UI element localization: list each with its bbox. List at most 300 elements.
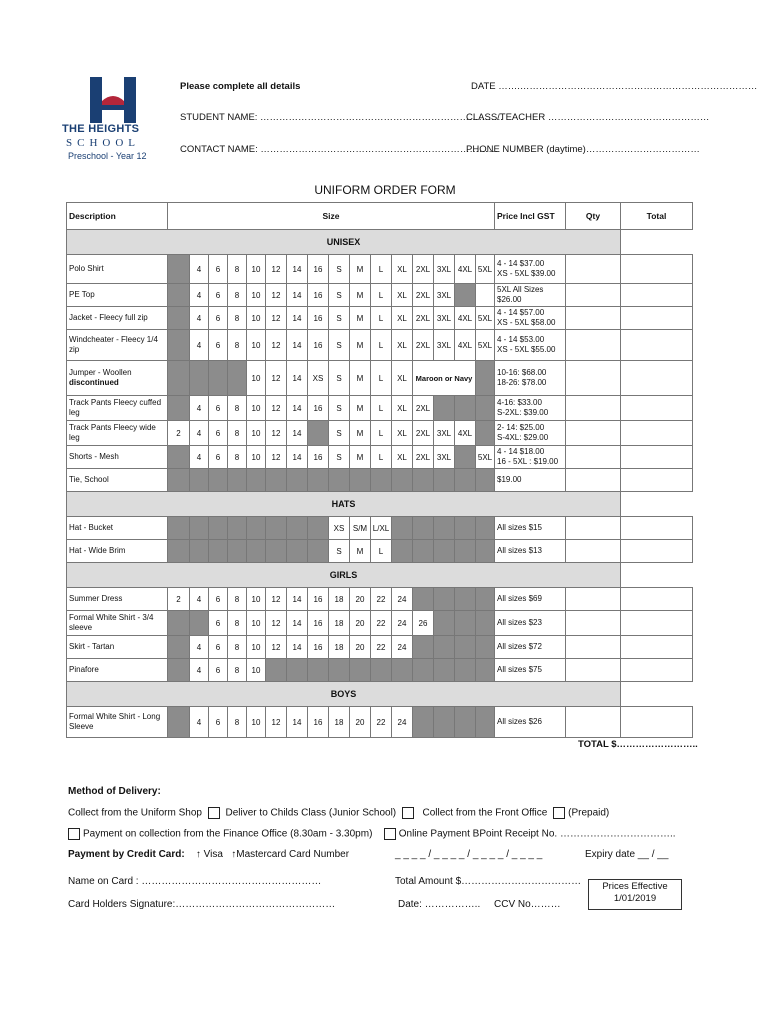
size-cell[interactable] (247, 707, 266, 738)
item-description-text: Jacket - Fleecy full zip (69, 313, 148, 322)
size-cell[interactable] (329, 588, 350, 611)
size-cell[interactable] (371, 284, 392, 307)
size-label: 6 (215, 618, 221, 628)
size-cell[interactable] (287, 255, 308, 284)
size-cell[interactable] (266, 446, 287, 469)
size-label: 6 (215, 717, 221, 727)
size-label: S (336, 313, 342, 323)
size-cell[interactable] (413, 307, 434, 330)
item-description (67, 540, 168, 563)
signature-field[interactable]: Card Holders Signature:………………………………………… (68, 899, 336, 910)
size-cell[interactable] (413, 396, 434, 421)
size-cell[interactable] (476, 255, 495, 284)
size-label: 12 (271, 340, 281, 350)
size-cell-unavailable (266, 659, 287, 682)
size-cell-unavailable (413, 517, 434, 540)
size-cell[interactable] (476, 307, 495, 330)
size-label: 24 (397, 618, 407, 628)
size-label: 26 (418, 618, 428, 628)
qty-cell[interactable] (566, 611, 621, 636)
size-cell[interactable] (266, 396, 287, 421)
size-cell[interactable] (371, 446, 392, 469)
size-cell[interactable] (329, 707, 350, 738)
size-cell[interactable] (228, 330, 247, 361)
size-cell[interactable] (228, 636, 247, 659)
size-cell-unavailable (168, 255, 190, 284)
size-cell[interactable] (413, 330, 434, 361)
size-label: 20 (355, 642, 365, 652)
size-cell[interactable] (392, 396, 413, 421)
size-cell-unavailable (476, 361, 495, 396)
size-cell[interactable] (190, 330, 209, 361)
size-cell-unavailable (455, 611, 476, 636)
item-description-text: Tie, School (69, 475, 109, 484)
size-cell[interactable] (350, 588, 371, 611)
size-cell[interactable] (434, 284, 455, 307)
size-label: S (336, 403, 342, 413)
size-cell[interactable] (329, 540, 350, 563)
size-label: 18 (334, 642, 344, 652)
size-label: 2XL (415, 290, 431, 300)
total-cell[interactable] (621, 588, 693, 611)
size-cell[interactable] (308, 361, 329, 396)
contact-name-field[interactable]: CONTACT NAME: ………………………………………………………………… (180, 144, 498, 155)
size-cell[interactable] (308, 396, 329, 421)
size-cell[interactable] (190, 421, 209, 446)
qty-cell[interactable] (566, 307, 621, 330)
size-cell[interactable] (308, 611, 329, 636)
size-cell[interactable] (266, 421, 287, 446)
ccv-field[interactable]: CCV No……… (494, 899, 561, 910)
size-cell[interactable] (287, 707, 308, 738)
total-cell[interactable] (621, 707, 693, 738)
size-cell[interactable] (392, 255, 413, 284)
size-cell[interactable] (308, 255, 329, 284)
size-cell[interactable] (455, 255, 476, 284)
size-label: XL (397, 264, 407, 274)
size-cell[interactable] (209, 284, 228, 307)
size-cell[interactable] (247, 588, 266, 611)
size-cell[interactable] (287, 588, 308, 611)
total-cell[interactable] (621, 469, 693, 492)
size-cell[interactable] (371, 361, 392, 396)
size-cell[interactable] (247, 611, 266, 636)
section-row-unisex (67, 230, 693, 255)
item-description (67, 255, 168, 284)
finance-office-checkbox[interactable] (68, 828, 80, 840)
size-cell[interactable] (392, 307, 413, 330)
size-cell[interactable] (350, 396, 371, 421)
total-cell[interactable] (621, 396, 693, 421)
size-cell[interactable] (209, 588, 228, 611)
size-cell[interactable] (371, 307, 392, 330)
item-price (495, 469, 566, 492)
qty-cell[interactable] (566, 421, 621, 446)
mastercard-option[interactable]: ↑Mastercard (231, 849, 287, 860)
size-cell[interactable] (392, 284, 413, 307)
visa-option[interactable]: ↑ Visa (195, 849, 223, 860)
item-description-text: Summer Dress (69, 594, 123, 603)
item-description-text: Formal White Shirt - Long Sleeve (69, 712, 161, 731)
size-cell[interactable] (413, 446, 434, 469)
total-cell[interactable] (621, 659, 693, 682)
expiry-date-field[interactable]: Expiry date __ / __ (585, 849, 669, 860)
size-cell-unavailable (190, 517, 209, 540)
size-label: 14 (292, 717, 302, 727)
size-cell[interactable] (413, 421, 434, 446)
size-label: 10 (251, 290, 261, 300)
size-cell[interactable] (329, 611, 350, 636)
prices-effective-date: 1/01/2019 (613, 893, 657, 904)
size-cell-unavailable (392, 517, 413, 540)
size-label: 2XL (415, 340, 431, 350)
size-cell[interactable] (266, 588, 287, 611)
size-cell-unavailable (287, 659, 308, 682)
student-name-field[interactable]: STUDENT NAME: ………………………………………………………………….. (180, 112, 503, 123)
total-field[interactable]: TOTAL $…………………….. (578, 739, 698, 750)
size-cell[interactable] (329, 330, 350, 361)
size-cell[interactable] (209, 636, 228, 659)
size-cell[interactable] (455, 330, 476, 361)
size-cell[interactable] (392, 636, 413, 659)
size-cell[interactable] (392, 588, 413, 611)
size-cell[interactable] (329, 517, 350, 540)
size-cell[interactable] (266, 307, 287, 330)
size-label: 6 (215, 665, 221, 675)
total-cell[interactable] (621, 611, 693, 636)
size-cell[interactable] (371, 611, 392, 636)
size-label: L (378, 373, 384, 383)
qty-cell[interactable] (566, 446, 621, 469)
qty-cell[interactable] (566, 659, 621, 682)
size-label: 8 (234, 594, 240, 604)
size-label: M (356, 373, 364, 383)
delivery-heading: Method of Delivery: (68, 786, 161, 797)
size-label: 22 (376, 618, 386, 628)
size-cell[interactable] (228, 707, 247, 738)
size-cell[interactable] (350, 517, 371, 540)
size-cell[interactable] (190, 284, 209, 307)
size-label: 4 (196, 313, 202, 323)
total-cell[interactable] (621, 284, 693, 307)
size-label: 6 (215, 340, 221, 350)
size-cell[interactable] (308, 446, 329, 469)
size-label: 16 (313, 618, 323, 628)
item-price (495, 396, 566, 421)
size-cell[interactable] (190, 659, 209, 682)
size-label: 8 (234, 428, 240, 438)
size-cell[interactable] (308, 707, 329, 738)
size-cell[interactable] (168, 421, 190, 446)
size-cell[interactable] (434, 255, 455, 284)
size-cell[interactable] (392, 611, 413, 636)
size-label: 20 (355, 594, 365, 604)
size-cell[interactable] (308, 284, 329, 307)
size-cell[interactable] (266, 707, 287, 738)
size-cell-unavailable (476, 396, 495, 421)
size-cell[interactable] (228, 255, 247, 284)
size-label: 12 (271, 717, 281, 727)
size-cell[interactable] (350, 284, 371, 307)
col-header-description (67, 203, 168, 230)
size-cell[interactable] (247, 446, 266, 469)
size-cell[interactable] (350, 361, 371, 396)
size-cell[interactable] (350, 446, 371, 469)
qty-cell[interactable] (566, 588, 621, 611)
qty-cell[interactable] (566, 396, 621, 421)
size-cell[interactable] (434, 446, 455, 469)
size-cell[interactable] (392, 330, 413, 361)
size-cell[interactable] (329, 446, 350, 469)
size-label: 12 (271, 290, 281, 300)
credit-card-label: Payment by Credit Card: (68, 849, 185, 860)
size-cell[interactable] (190, 446, 209, 469)
qty-cell[interactable] (566, 636, 621, 659)
total-cell[interactable] (621, 307, 693, 330)
size-cell-unavailable (434, 707, 455, 738)
size-cell-unavailable (434, 469, 455, 492)
size-cell[interactable] (209, 396, 228, 421)
size-cell[interactable] (308, 636, 329, 659)
size-cell[interactable] (209, 659, 228, 682)
size-cell[interactable] (209, 307, 228, 330)
size-cell[interactable] (228, 659, 247, 682)
size-cell[interactable] (287, 421, 308, 446)
size-cell[interactable] (190, 307, 209, 330)
size-cell-unavailable (434, 517, 455, 540)
item-description (67, 330, 168, 361)
size-cell[interactable] (329, 255, 350, 284)
item-price (495, 307, 566, 330)
size-cell[interactable] (228, 446, 247, 469)
size-cell[interactable] (329, 284, 350, 307)
logo-line-3: Preschool - Year 12 (68, 151, 147, 161)
item-description (67, 707, 168, 738)
qty-cell[interactable] (566, 540, 621, 563)
size-cell[interactable] (434, 307, 455, 330)
size-cell[interactable] (190, 707, 209, 738)
size-cell[interactable] (228, 588, 247, 611)
size-cell[interactable] (247, 330, 266, 361)
size-cell[interactable] (308, 330, 329, 361)
total-cell[interactable] (621, 446, 693, 469)
size-cell[interactable] (329, 421, 350, 446)
size-cell[interactable] (287, 307, 308, 330)
date-field[interactable]: DATE …….………………………………………………………………… (471, 81, 758, 92)
size-label: S (336, 452, 342, 462)
size-cell[interactable] (350, 636, 371, 659)
size-cell[interactable] (434, 330, 455, 361)
size-label: 16 (313, 717, 323, 727)
size-cell[interactable] (287, 361, 308, 396)
size-cell-unavailable (455, 396, 476, 421)
size-cell[interactable] (247, 659, 266, 682)
size-cell[interactable] (287, 396, 308, 421)
qty-cell[interactable] (566, 517, 621, 540)
size-cell[interactable] (228, 421, 247, 446)
size-cell[interactable] (350, 707, 371, 738)
size-cell[interactable] (190, 636, 209, 659)
size-cell[interactable] (209, 330, 228, 361)
size-cell[interactable] (209, 446, 228, 469)
phone-number-field[interactable]: PHONE NUMBER (daytime)……………………………… (466, 144, 700, 155)
size-cell[interactable] (228, 396, 247, 421)
size-cell-unavailable (168, 446, 190, 469)
size-cell[interactable] (413, 255, 434, 284)
deliver-class-checkbox[interactable] (402, 807, 414, 819)
size-cell[interactable] (371, 255, 392, 284)
collect-front-checkbox[interactable] (553, 807, 565, 819)
size-cell-unavailable (476, 421, 495, 446)
size-cell[interactable] (329, 361, 350, 396)
size-cell[interactable] (266, 361, 287, 396)
size-cell-unavailable (308, 421, 329, 446)
qty-cell[interactable] (566, 469, 621, 492)
total-cell[interactable] (621, 330, 693, 361)
item-description-text: Hat - Bucket (69, 523, 114, 532)
size-cell-unavailable (455, 707, 476, 738)
item-price (495, 330, 566, 361)
size-label: XL (397, 428, 407, 438)
size-cell[interactable] (287, 636, 308, 659)
size-cell[interactable] (371, 707, 392, 738)
size-label: 12 (271, 313, 281, 323)
size-cell[interactable] (455, 421, 476, 446)
size-label: 4 (196, 642, 202, 652)
size-cell[interactable] (434, 421, 455, 446)
size-cell[interactable] (190, 396, 209, 421)
size-cell-unavailable (476, 469, 495, 492)
size-cell[interactable] (371, 588, 392, 611)
total-cell[interactable] (621, 517, 693, 540)
size-cell[interactable] (392, 707, 413, 738)
size-cell[interactable] (371, 517, 392, 540)
size-cell[interactable] (329, 636, 350, 659)
size-cell-unavailable (476, 588, 495, 611)
qty-cell[interactable] (566, 361, 621, 396)
item-description-text: Track Pants Fleecy wide leg (69, 423, 156, 442)
size-cell[interactable] (350, 330, 371, 361)
size-cell[interactable] (190, 588, 209, 611)
size-cell[interactable] (228, 307, 247, 330)
size-cell[interactable] (371, 636, 392, 659)
size-cell[interactable] (308, 307, 329, 330)
size-cell[interactable] (209, 611, 228, 636)
size-cell[interactable] (350, 421, 371, 446)
online-payment-checkbox[interactable] (384, 828, 396, 840)
size-label: 6 (215, 313, 221, 323)
size-cell[interactable] (266, 284, 287, 307)
size-cell[interactable] (209, 421, 228, 446)
size-label: 6 (215, 452, 221, 462)
size-cell[interactable] (287, 330, 308, 361)
size-cell[interactable] (329, 307, 350, 330)
size-cell[interactable] (287, 284, 308, 307)
total-cell[interactable] (621, 421, 693, 446)
size-cell[interactable] (228, 284, 247, 307)
size-cell-unavailable (308, 659, 329, 682)
total-amount-field[interactable]: Total Amount $……………………………… (395, 876, 582, 887)
size-cell[interactable] (247, 421, 266, 446)
total-cell[interactable] (621, 361, 693, 396)
size-cell[interactable] (247, 307, 266, 330)
size-cell[interactable] (392, 421, 413, 446)
size-cell[interactable] (247, 284, 266, 307)
size-cell[interactable] (228, 611, 247, 636)
item-description-text: Skirt - Tartan (69, 642, 115, 651)
item-row-skirt (67, 636, 693, 659)
size-cell[interactable] (371, 330, 392, 361)
size-cell[interactable] (247, 361, 266, 396)
class-teacher-field[interactable]: CLASS/TEACHER …………………………………………… (466, 112, 710, 123)
collect-shop-checkbox[interactable] (208, 807, 220, 819)
item-price (495, 588, 566, 611)
size-cell[interactable] (350, 307, 371, 330)
size-label: 14 (292, 403, 302, 413)
size-label: XL (397, 290, 407, 300)
size-cell[interactable] (476, 330, 495, 361)
size-label: 14 (292, 642, 302, 652)
size-cell[interactable] (266, 330, 287, 361)
size-cell[interactable] (209, 707, 228, 738)
item-row-tie (67, 469, 693, 492)
item-price-text: 4 - 14 $37.00 (497, 259, 545, 268)
total-cell[interactable] (621, 255, 693, 284)
size-cell[interactable] (392, 361, 413, 396)
size-cell[interactable] (266, 611, 287, 636)
size-cell[interactable] (476, 446, 495, 469)
size-cell[interactable] (190, 255, 209, 284)
size-cell[interactable] (266, 636, 287, 659)
qty-cell[interactable] (566, 284, 621, 307)
size-cell[interactable] (371, 396, 392, 421)
size-cell[interactable] (247, 255, 266, 284)
size-cell[interactable] (308, 588, 329, 611)
total-cell[interactable] (621, 540, 693, 563)
size-cell[interactable] (329, 396, 350, 421)
size-cell[interactable] (287, 446, 308, 469)
size-cell[interactable] (266, 255, 287, 284)
card-number-field[interactable]: _ _ _ _ / _ _ _ _ / _ _ _ _ / _ _ _ _ (395, 849, 543, 860)
size-cell[interactable] (392, 446, 413, 469)
total-cell[interactable] (621, 636, 693, 659)
size-cell[interactable] (455, 307, 476, 330)
size-cell[interactable] (350, 255, 371, 284)
size-cell[interactable] (247, 636, 266, 659)
qty-cell[interactable] (566, 330, 621, 361)
size-cell[interactable] (476, 284, 495, 307)
size-cell[interactable] (371, 421, 392, 446)
size-cell[interactable] (350, 611, 371, 636)
size-label: 10 (251, 340, 261, 350)
size-cell[interactable] (371, 540, 392, 563)
size-cell[interactable] (287, 611, 308, 636)
size-cell-unavailable (413, 659, 434, 682)
col-header-text: Total (646, 211, 667, 221)
size-cell[interactable] (209, 255, 228, 284)
size-label: 12 (271, 264, 281, 274)
name-on-card-field[interactable]: Name on Card : ……………………………………………… (68, 876, 322, 887)
size-cell[interactable] (168, 588, 190, 611)
qty-cell[interactable] (566, 255, 621, 284)
size-cell[interactable] (247, 396, 266, 421)
size-cell[interactable] (413, 611, 434, 636)
size-cell[interactable] (350, 540, 371, 563)
qty-cell[interactable] (566, 707, 621, 738)
signature-date-field[interactable]: Date: …………….. (398, 899, 481, 910)
item-price-text: All sizes $75 (497, 665, 542, 674)
size-cell[interactable] (413, 284, 434, 307)
